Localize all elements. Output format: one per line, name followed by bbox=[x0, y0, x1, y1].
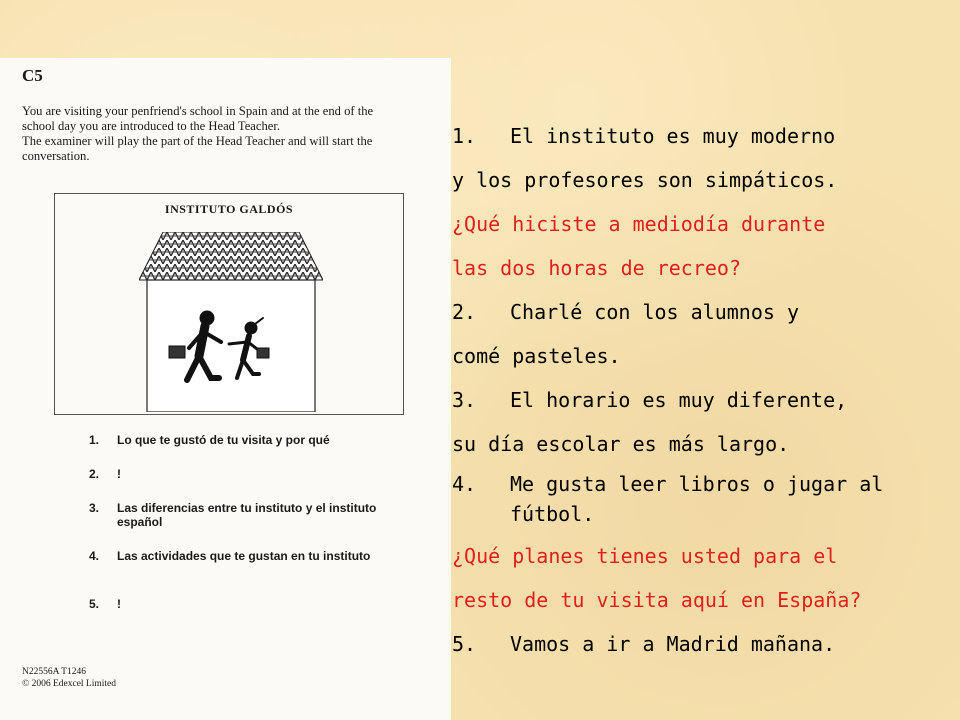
answer-text: El horario es muy diferente, bbox=[510, 388, 848, 412]
answer-line bbox=[452, 472, 883, 496]
card-code: C5 bbox=[22, 66, 43, 85]
card-instructions bbox=[22, 104, 440, 164]
answer-number: 1. bbox=[452, 124, 477, 148]
answer-text: Me gusta leer libros o jugar al bbox=[510, 472, 884, 496]
answer-number: 5. bbox=[452, 632, 477, 656]
question-line: las dos horas de recreo? bbox=[452, 256, 741, 280]
question-line: ¿Qué planes tienes usted para el bbox=[452, 544, 838, 568]
roof bbox=[139, 232, 323, 280]
school-illustration-frame bbox=[54, 193, 404, 415]
copyright-notice: © 2006 Edexcel Limited bbox=[22, 679, 117, 689]
answer-line bbox=[452, 300, 799, 324]
task-text: ! bbox=[117, 597, 121, 611]
task-text: ! bbox=[117, 467, 121, 481]
school-name: INSTITUTO GALDÓS bbox=[164, 202, 294, 216]
task-number: 2. bbox=[89, 467, 100, 481]
task-text: Lo que te gustó de tu visita y por qué bbox=[117, 433, 330, 447]
task-number: 5. bbox=[89, 597, 100, 611]
instruction-line: The examiner will play the part of the Head Teacher and will start the bbox=[22, 134, 373, 148]
instruction-line: You are visiting your penfriend's school in Spain and at the end of the bbox=[22, 104, 374, 118]
answer-text: Vamos a ir a Madrid mañana. bbox=[510, 632, 836, 656]
exam-card bbox=[0, 58, 451, 720]
answer-text: Charlé con los alumnos y bbox=[510, 300, 799, 324]
answer-number: 2. bbox=[452, 300, 477, 324]
answer-number: 3. bbox=[452, 388, 477, 412]
answer-line: su día escolar es más largo. bbox=[452, 432, 790, 456]
answer-line: comé pasteles. bbox=[452, 344, 621, 368]
card-footer bbox=[22, 666, 116, 690]
answer-line bbox=[452, 632, 835, 656]
answer-text: El instituto es muy moderno bbox=[510, 124, 836, 148]
task-text: Las diferencias entre tu instituto y el instituto español bbox=[117, 501, 377, 529]
answer-line bbox=[452, 388, 847, 412]
answer-line bbox=[452, 124, 835, 148]
question-line: ¿Qué hiciste a mediodía durante bbox=[452, 212, 826, 236]
answer-number: 4. bbox=[452, 472, 477, 496]
instruction-line: conversation. bbox=[22, 149, 90, 163]
answer-line: y los profesores son simpáticos. bbox=[452, 168, 838, 192]
task-number: 4. bbox=[89, 549, 100, 563]
instruction-line: school day you are introduced to the Head Teacher. bbox=[22, 119, 281, 133]
paper-reference: N22556A T1246 bbox=[22, 667, 86, 677]
task-number: 1. bbox=[89, 433, 100, 447]
question-line: resto de tu visita aquí en España? bbox=[452, 588, 862, 612]
task-text: Las actividades que te gustan en tu instituto bbox=[117, 549, 371, 563]
task-number: 3. bbox=[89, 501, 100, 515]
school-house-illustration bbox=[139, 232, 323, 412]
answer-line-continuation: fútbol. bbox=[510, 502, 595, 526]
